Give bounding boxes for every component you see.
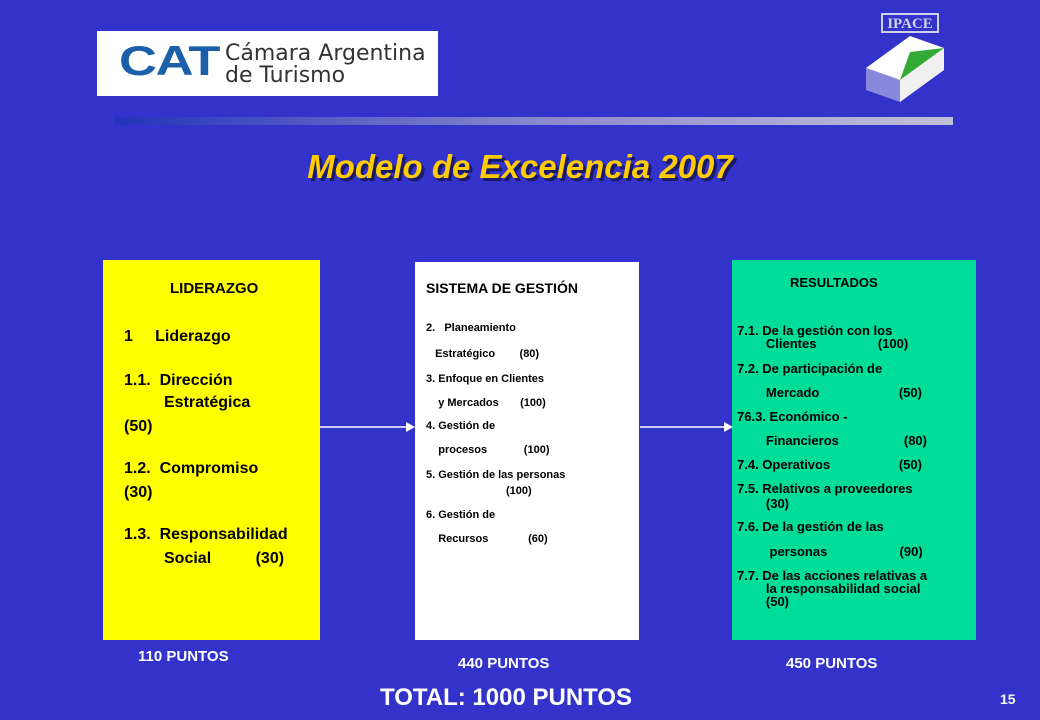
page-number: 15: [1000, 691, 1016, 707]
page-title: Modelo de Excelencia 2007: [307, 148, 733, 185]
liderazgo-points: 110 PUNTOS: [138, 648, 229, 665]
arrow-right-icon: [640, 420, 734, 434]
sistema-line: (100): [506, 485, 532, 497]
liderazgo-line: 1 Liderazgo: [124, 328, 231, 345]
sistema-line: Recursos (60): [426, 533, 548, 545]
sistema-heading: SISTEMA DE GESTIÓN: [426, 280, 578, 296]
arrow-right-icon: [320, 420, 416, 434]
liderazgo-line: Estratégica: [124, 394, 251, 411]
resultados-points: 450 PUNTOS: [786, 655, 878, 672]
ipace-logo-text: IPACE: [887, 16, 933, 32]
liderazgo-line: (50): [124, 418, 153, 435]
liderazgo-line: (30): [124, 484, 153, 501]
sistema-line: 4. Gestión de: [426, 420, 496, 432]
resultados-heading: RESULTADOS: [790, 275, 878, 290]
resultados-line: Mercado (50): [737, 385, 922, 400]
resultados-box: [732, 260, 976, 640]
resultados-line: 7.4. Operativos (50): [737, 457, 922, 472]
liderazgo-line: 1.2. Compromiso: [124, 460, 259, 477]
total-points: TOTAL: 1000 PUNTOS: [380, 684, 633, 711]
resultados-line: Clientes (100): [737, 336, 909, 351]
resultados-line: 7.2. De participación de: [737, 361, 883, 376]
resultados-line: 7.1. De la gestión con los: [737, 323, 893, 338]
header-divider: [115, 117, 953, 125]
resultados-line: 76.3. Económico -: [737, 409, 848, 424]
liderazgo-line: Social (30): [124, 550, 285, 567]
cat-logo-line-2: de Turismo: [225, 63, 346, 88]
resultados-line: (30): [737, 496, 790, 511]
liderazgo-heading: LIDERAZGO: [170, 280, 259, 297]
sistema-points: 440 PUNTOS: [458, 655, 550, 672]
cat-logo-line-1: Cámara Argentina: [225, 41, 426, 66]
resultados-line: (50): [737, 594, 790, 609]
liderazgo-box: [103, 260, 320, 640]
sistema-line: procesos (100): [426, 444, 550, 456]
cat-logo: [97, 31, 438, 96]
cat-logo-mark: CAT: [119, 37, 220, 84]
sistema-line: 2. Planeamiento: [426, 322, 516, 334]
resultados-line: la responsabilidad social: [737, 581, 921, 596]
sistema-line: Estratégico (80): [426, 348, 540, 360]
liderazgo-line: 1.3. Responsabilidad: [124, 526, 288, 543]
liderazgo-line: 1.1. Dirección: [124, 372, 233, 389]
sistema-gestion-box: [415, 262, 639, 640]
sistema-line: 3. Enfoque en Clientes: [426, 373, 544, 385]
ipace-logo: [862, 12, 952, 107]
sistema-line: 5. Gestión de las personas: [426, 469, 566, 481]
resultados-line: 7.5. Relativos a proveedores: [737, 481, 913, 496]
resultados-line: 7.6. De la gestión de las: [737, 519, 884, 534]
resultados-line: personas (90): [737, 544, 923, 559]
resultados-line: Financieros (80): [737, 433, 927, 448]
sistema-line: 6. Gestión de: [426, 509, 496, 521]
sistema-line: y Mercados (100): [426, 397, 546, 409]
resultados-line: 7.7. De las acciones relativas a: [737, 568, 928, 583]
